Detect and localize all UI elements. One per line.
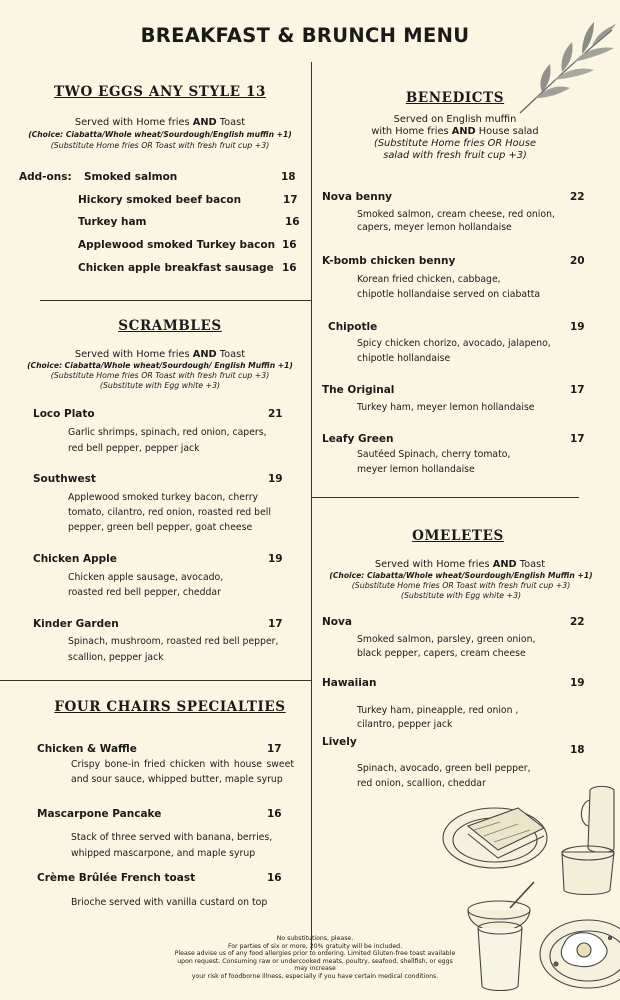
menu-item-name: Hawaiian bbox=[322, 677, 377, 689]
benedicts-served: Served on English muffin bbox=[393, 114, 517, 125]
menu-item-desc: Turkey ham, pineapple, red onion , bbox=[357, 705, 519, 716]
scrambles-title: SCRAMBLES bbox=[118, 318, 222, 334]
menu-item-price: 16 bbox=[267, 808, 282, 820]
menu-item-name: The Original bbox=[322, 384, 395, 396]
menu-item-desc: whipped mascarpone, and maple syrup bbox=[71, 848, 256, 859]
two-eggs-choice: (Choice: Ciabatta/Whole wheat/Sourdough/English muffin +1) bbox=[28, 130, 292, 139]
menu-item-name: Southwest bbox=[33, 473, 96, 485]
scrambles-served: Served with Home fries AND Toast bbox=[74, 349, 246, 360]
menu-item-price: 17 bbox=[570, 433, 585, 445]
divider bbox=[311, 497, 579, 498]
menu-item-price: 19 bbox=[570, 677, 585, 689]
menu-item-desc: chipotle hollandaise bbox=[357, 353, 451, 364]
benedicts-title: BENEDICTS bbox=[405, 90, 505, 106]
menu-item-desc: black pepper, capers, cream cheese bbox=[357, 648, 526, 659]
menu-item-desc: Spinach, avocado, green bell pepper, bbox=[357, 763, 531, 774]
addon-name: Smoked salmon bbox=[84, 171, 178, 183]
specialties-title: FOUR CHAIRS SPECIALTIES bbox=[54, 699, 286, 715]
menu-item-price: 22 bbox=[570, 616, 585, 628]
menu-item-price: 17 bbox=[267, 743, 282, 755]
divider bbox=[40, 300, 311, 301]
scrambles-substitute: (Substitute Home fries OR Toast with fresh fruit cup +3) bbox=[50, 371, 270, 380]
menu-item-price: 20 bbox=[570, 255, 585, 267]
menu-item-price: 19 bbox=[570, 321, 585, 333]
menu-item-desc: chipotle hollandaise served on ciabatta bbox=[357, 289, 541, 300]
benedicts-substitute: (Substitute Home fries OR House bbox=[374, 138, 536, 149]
omeletes-substitute: (Substitute Home fries OR Toast with fresh fruit cup +3) bbox=[351, 581, 571, 590]
addon-name: Applewood smoked Turkey bacon bbox=[78, 239, 276, 251]
menu-item-desc: Stack of three served with banana, berries, bbox=[71, 832, 273, 843]
menu-item-desc: Smoked salmon, cream cheese, red onion, bbox=[357, 209, 555, 220]
menu-item-desc: capers, meyer lemon hollandaise bbox=[357, 222, 512, 233]
menu-item-name: Loco Plato bbox=[33, 408, 95, 420]
omeletes-title: OMELETES bbox=[412, 528, 504, 544]
footer-line: No substitutions, please. bbox=[276, 935, 354, 942]
menu-item-desc: Turkey ham, meyer lemon hollandaise bbox=[357, 402, 535, 413]
menu-item-desc: Brioche served with vanilla custard on top bbox=[71, 897, 268, 908]
column-divider bbox=[311, 62, 312, 950]
footer-line: Please advise us of any food allergies prior to ordering. Limited Gluten-free toast available bbox=[174, 950, 456, 958]
menu-item-desc: Sautéed Spinach, cherry tomato, bbox=[357, 449, 511, 460]
menu-item-desc: Korean fried chicken, cabbage, bbox=[357, 274, 501, 285]
footer-line: For parties of six or more, 20% gratuity will be included. bbox=[227, 942, 403, 950]
menu-item-price: 19 bbox=[268, 553, 283, 565]
footer-line: upon request. Consuming raw or undercooked meats, poultry, seafood, shellfish, or eggs bbox=[177, 957, 453, 965]
menu-item-desc: pepper, green bell pepper, goat cheese bbox=[68, 522, 253, 533]
menu-item-desc: Crispy bone-in fried chicken with house sweet and sour sauce, whipped butter, maple syrup bbox=[71, 759, 294, 785]
menu-item-desc: Garlic shrimps, spinach, red onion, capers, bbox=[68, 427, 267, 438]
menu-item-name: Lively bbox=[322, 736, 357, 748]
menu-item-name: Leafy Green bbox=[322, 433, 394, 445]
menu-item-desc: tomato, cilantro, red onion, roasted red bell bbox=[68, 507, 271, 518]
menu-item-name: Mascarpone Pancake bbox=[37, 808, 162, 820]
menu-item-price: 16 bbox=[267, 872, 282, 884]
menu-item-desc: scallion, pepper jack bbox=[68, 652, 164, 663]
addon-name: Chicken apple breakfast sausage bbox=[78, 262, 274, 274]
menu-item-desc: Spinach, mushroom, roasted red bell pepper, bbox=[68, 636, 279, 647]
addons-label: Add-ons: bbox=[19, 171, 72, 183]
benedicts-substitute: salad with fresh fruit cup +3) bbox=[383, 150, 527, 161]
addon-price: 17 bbox=[283, 194, 298, 206]
menu-item-desc: Smoked salmon, parsley, green onion, bbox=[357, 634, 536, 645]
menu-item-name: Kinder Garden bbox=[33, 618, 119, 630]
menu-item-name: Crème Brûlée French toast bbox=[37, 872, 196, 884]
menu-item-price: 17 bbox=[268, 618, 283, 630]
menu-item-name: Chipotle bbox=[328, 321, 378, 333]
addon-name: Hickory smoked beef bacon bbox=[78, 194, 242, 206]
menu-item-desc: red onion, scallion, cheddar bbox=[357, 778, 486, 789]
footer-line: may increase bbox=[294, 965, 336, 973]
menu-item-desc: meyer lemon hollandaise bbox=[357, 464, 475, 475]
menu-item-desc: Spicy chicken chorizo, avocado, jalapeno, bbox=[357, 338, 551, 349]
addon-price: 18 bbox=[281, 171, 296, 183]
addon-price: 16 bbox=[282, 239, 297, 251]
menu-item-name: Nova bbox=[322, 616, 352, 628]
menu-item-price: 17 bbox=[570, 384, 585, 396]
two-eggs-title: TWO EGGS ANY STYLE 13 bbox=[54, 84, 266, 100]
two-eggs-substitute: (Substitute Home fries OR Toast with fresh fruit cup +3) bbox=[50, 141, 270, 150]
menu-item-price: 21 bbox=[268, 408, 283, 420]
menu-item-price: 19 bbox=[268, 473, 283, 485]
menu-item-desc: Chicken apple sausage, avocado, bbox=[68, 572, 224, 583]
menu-title: BREAKFAST & BRUNCH MENU bbox=[140, 24, 470, 47]
omeletes-choice: (Choice: Ciabatta/Whole wheat/Sourdough/English Muffin +1) bbox=[329, 571, 593, 580]
footer-notice bbox=[150, 935, 480, 981]
menu-item-price: 18 bbox=[570, 744, 585, 756]
menu-item-name: Chicken & Waffle bbox=[37, 743, 137, 755]
two-eggs-served: Served with Home fries AND Toast bbox=[74, 117, 246, 128]
omeletes-served: Served with Home fries AND Toast bbox=[374, 559, 546, 570]
benedicts-served: with Home fries AND House salad bbox=[371, 126, 539, 137]
menu-item-desc: Applewood smoked turkey bacon, cherry bbox=[68, 492, 259, 503]
footer-line: your risk of foodborne illness, especially if you have certain medical conditions. bbox=[191, 972, 439, 980]
divider bbox=[0, 680, 311, 681]
addon-price: 16 bbox=[282, 262, 297, 274]
scrambles-egg-white: (Substitute with Egg white +3) bbox=[99, 381, 221, 390]
scrambles-choice: (Choice: Ciabatta/Whole wheat/Sourdough/ English Muffin +1) bbox=[27, 361, 293, 370]
menu-item-desc: red bell pepper, pepper jack bbox=[68, 443, 200, 454]
menu-item-name: Chicken Apple bbox=[33, 553, 117, 565]
omeletes-egg-white: (Substitute with Egg white +3) bbox=[400, 591, 522, 600]
addon-name: Turkey ham bbox=[78, 216, 147, 228]
menu-item-desc: cilantro, pepper jack bbox=[357, 719, 453, 730]
addon-price: 16 bbox=[285, 216, 300, 228]
menu-item-name: Nova benny bbox=[322, 191, 393, 203]
menu-item-name: K-bomb chicken benny bbox=[322, 255, 456, 267]
menu-item-price: 22 bbox=[570, 191, 585, 203]
menu-item-desc: roasted red bell pepper, cheddar bbox=[68, 587, 221, 598]
